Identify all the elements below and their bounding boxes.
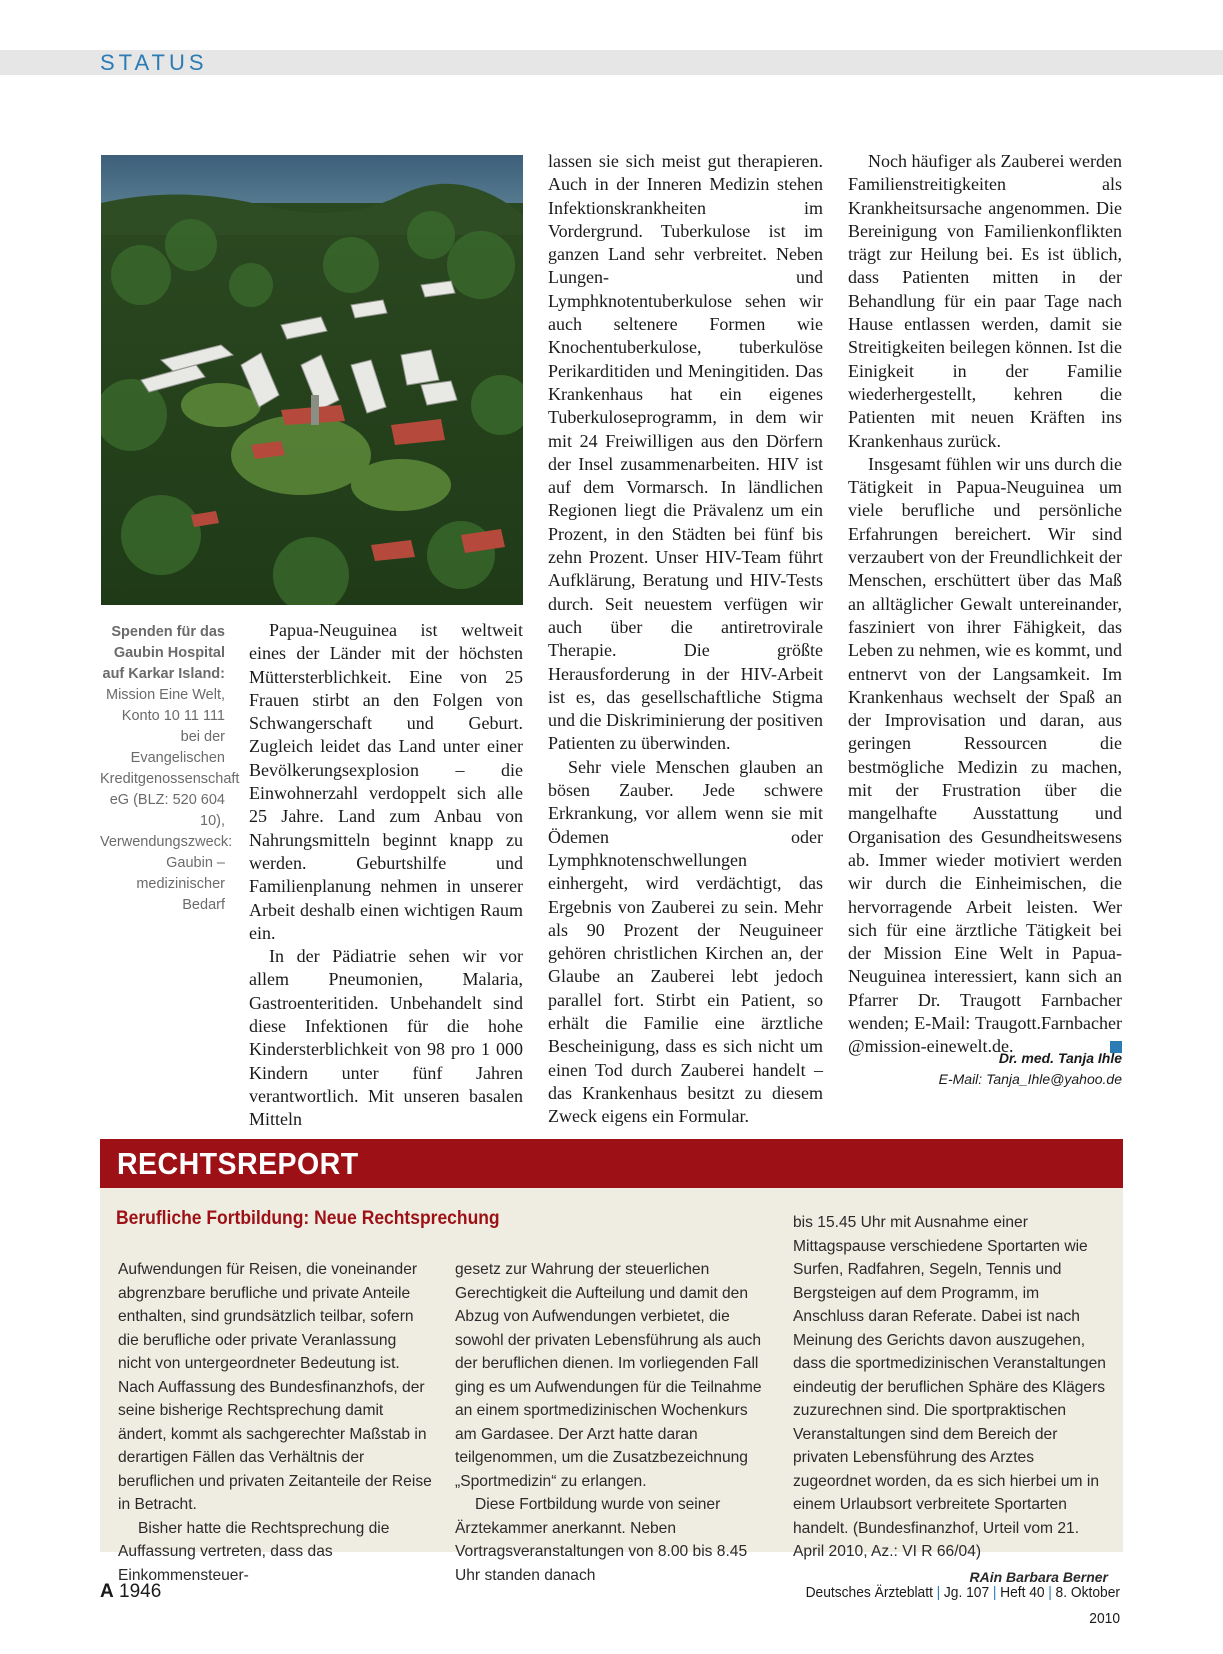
paragraph: Diese Fortbildung wurde von seiner Ärztekammer anerkannt. Neben Vortragsveranstaltungen von 8.00 bis 8.45 Uhr standen danach — [455, 1496, 748, 1584]
paragraph: lassen sie sich meist gut therapieren. Auch in der Inneren Medizin stehen Infektionskrankheiten im Vordergrund. Tuberkulose ist im ganzen Land sehr verbreitet. Neben Lungen- und Lymphknotentuberkulose sehen wir auch seltenere Formen wie Knochentuberkulose, tuberkulöse Perikarditiden und Meningitiden. Das Krankenhaus hat ein eigenes Tuberkuloseprogramm, in dem wir mit 24 Freiwilligen aus den Dörfern der Insel zusammenarbeiten. HIV ist auf dem Vormarsch. In ländlichen Regionen liegt die Prävalenz um ein Prozent, in den Städten bei fünf bis zehn Prozent. Unser HIV-Team führt Aufklärung, Beratung und HIV-Tests durch. Seit neuestem verfügen wir auch über die antiretrovirale Therapie. Die größte Herausforderung in der HIV-Arbeit ist es, das gesellschaftliche Stigma und die Diskriminierung der positiven Patienten zu überwinden. — [548, 151, 823, 754]
paragraph: Aufwendungen für Reisen, die voneinander abgrenzbare berufliche und private Anteile enthalten, sind grundsätzlich teilbar, sofern die berufliche oder private Veranlassung nicht von untergeordneter Bedeutung ist. Nach Auffassung des Bundesfinanzhofs, der seine bisherige Rechtsprechung damit ändert, kommt als sachgerechter Maßstab in derartigen Fällen das Verhältnis der beruflichen und privaten Zeitanteile der Reise in Betracht. — [118, 1261, 432, 1513]
journal-date: 8. Oktober 2010 — [1055, 1584, 1120, 1627]
rechtsreport-subtitle: Berufliche Fortbildung: Neue Rechtsprechung — [116, 1208, 500, 1229]
photo-illustration — [101, 155, 523, 605]
article-column-1 — [249, 619, 523, 1132]
paragraph: gesetz zur Wahrung der steuerlichen Gerechtigkeit die Aufteilung und damit den Abzug von Aufwendungen verbietet, die sowohl der privaten Lebensführung als auch der beruflichen dienen. Im vorliegenden Fall ging es um Aufwendungen für die Teilnahme an einem sportmedizinischen Wochenkurs am Gardasee. Der Arzt hatte daran teilgenommen, um die Zusatzbezeichnung „Sportmedizin“ zu erlangen. — [455, 1261, 762, 1490]
rechtsreport-column-1 — [118, 1258, 433, 1587]
journal-info — [789, 1580, 1120, 1632]
rechtsreport-column-2 — [455, 1258, 770, 1587]
paragraph-text: Insgesamt fühlen wir uns durch die Tätigkeit in Papua-Neuguinea um viele berufliche und persönliche Erfahrungen bereichert. Wir sind verzaubert von der Freundlichkeit der Menschen, erschüttert über das Maß an alltäglicher Gewalt untereinander, fasziniert von ihrer Fähigkeit, das Leben zu nehmen, wie es kommt, und entnervt von der Langsamkeit. Im Krankenhaus wechselt der Spaß an der Improvisation und daran, aus geringen Ressourcen die bestmögliche Medizin zu machen, mit der Frustration über die mangelhafte Ausstattung und Organisation des Gesundheitswesens ab. Immer wieder motiviert werden wir durch die Einheimischen, die hervorragende Arbeit leisten. Wer sich für eine ärztliche Tätigkeit bei der Mission Eine Welt in Papua-Neuguinea interessiert, kann sich an Pfarrer Dr. Traugott Farnbacher wenden; E-Mail: Traugott.Farnbacher @mission-einewelt.de. — [848, 453, 1122, 1057]
article-author-email: E-Mail: Tanja_Ihle@yahoo.de — [938, 1071, 1122, 1087]
paragraph — [848, 453, 1122, 1059]
separator: | — [1048, 1584, 1052, 1601]
paragraph: Bisher hatte die Rechtsprechung die Auffassung vertreten, dass das Einkommensteuer- — [118, 1519, 390, 1584]
page-number-value: 1946 — [119, 1581, 162, 1602]
journal-issue: Heft 40 — [1000, 1584, 1045, 1601]
caption-text: Mission Eine Welt, Konto 10 11 111 bei der Evangelischen Kreditgenossenschaft eG (BLZ: 520 604 10), Verwendungszweck: Gaubin – medizinischer Bedarf — [100, 687, 240, 913]
page-prefix: A — [100, 1581, 114, 1602]
article-column-2 — [548, 150, 823, 1128]
journal-name: Deutsches Ärzteblatt — [805, 1584, 933, 1601]
paragraph: In der Pädiatrie sehen wir vor allem Pneumonien, Malaria, Gastroenteritiden. Unbehandelt sind diese Infektionen für die hohe Kindersterblichkeit von 98 pro 1 000 Kindern unter fünf Jahren verantwortlich. Mit unseren basalen Mitteln — [249, 946, 523, 1130]
section-label: STATUS — [100, 50, 208, 75]
paragraph — [793, 1211, 1108, 1585]
photo-caption — [100, 622, 240, 916]
journal-volume: Jg. 107 — [943, 1584, 990, 1601]
article-column-3 — [848, 150, 1122, 1059]
rechtsreport-author: RAin Barbara Berner — [969, 1568, 1108, 1585]
article-author: Dr. med. Tanja Ihle — [998, 1050, 1122, 1066]
aerial-hospital-photo — [101, 155, 523, 605]
paragraph-text: bis 15.45 Uhr mit Ausnahme einer Mittagspause verschiedene Sportarten wie Surfen, Radfahren, Segeln, Tennis und Bergsteigen auf dem Programm, im Anschluss daran Referate. Dabei ist nach Meinung des Gerichts davon auszugehen, dass die sportmedizinischen Veranstaltungen eindeutig der beruflichen Sphäre des Klägers zuzurechnen sind. Die sportpraktischen Veranstaltungen sind dem Bereich der privaten Lebensführung des Arztes zugeordnet worden, da es sich hierbei um in einem Urlaubsort verbreitete Sportarten handelt. (Bundesfinanzhof, Urteil vom 21. April 2010, Az.: VI R 66/04) — [793, 1214, 1106, 1560]
paragraph: Noch häufiger als Zauberei werden Familienstreitigkeiten als Krankheitsursache angenommen. Die Bereinigung von Familienkonflikten trägt zur Heilung bei. Es ist üblich, dass Patienten mitten in der Behandlung für ein paar Tage nach Hause entlassen werden, damit sie Streitigkeiten beilegen können. Ist die Einigkeit in der Familie wiederhergestellt, kehren die Patienten mit neuen Kräften ins Krankenhaus zurück. — [848, 151, 1122, 451]
paragraph: Papua-Neuguinea ist weltweit eines der Länder mit der höchsten Müttersterblichkeit. Eine von 25 Frauen stirbt an den Folgen von Schwangerschaft und Geburt. Zugleich leidet das Land unter einer Bevölkerungsexplosion – die Einwohnerzahl verdoppelt sich alle 25 Jahre. Land zum Anbau von Nahrungsmitteln beginnt knapp zu werden. Geburtshilfe und Familienplanung nehmen in unserer Arbeit deshalb einen wichtigen Raum ein. — [249, 620, 523, 943]
rechtsreport-column-3 — [793, 1211, 1108, 1589]
rechtsreport-title: RECHTSREPORT — [117, 1146, 359, 1181]
caption-lead: Spenden für das Gaubin Hospital auf Karkar Island: — [102, 624, 225, 682]
separator: | — [936, 1584, 941, 1601]
paragraph: Sehr viele Menschen glauben an bösen Zauber. Jede schwere Erkrankung, vor allem wenn sie mit Ödemen oder Lymphknotenschwellungen einhergeht, wird verdächtigt, das Ergebnis von Zauberei zu sein. Mehr als 90 Prozent der Neuguineer gehören christlichen Kirchen an, der Glaube an Zauberei lebt jedoch parallel fort. Stirbt ein Patient, so erhält die Familie eine ärztliche Bescheinigung, dass es sich nicht um einen Tod durch Zauberei handelt – das Krankenhaus besitzt zu diesem Zweck eigens ein Formular. — [548, 756, 823, 1127]
separator: | — [992, 1584, 997, 1601]
page-number — [100, 1578, 161, 1606]
